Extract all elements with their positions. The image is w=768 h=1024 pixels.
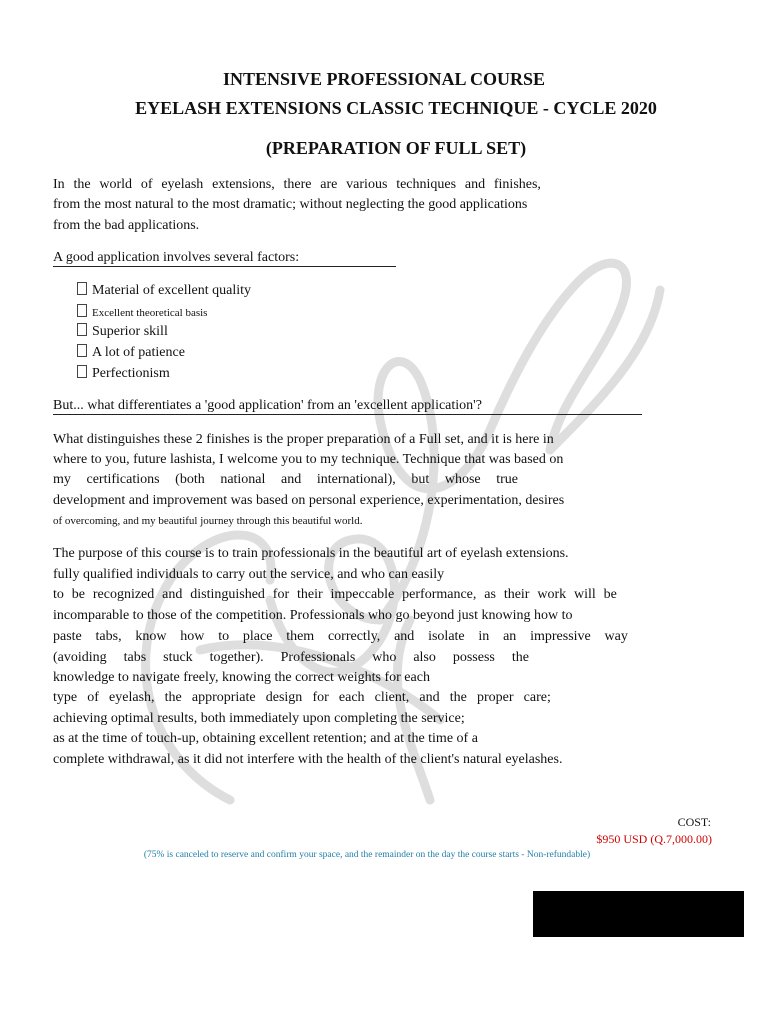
checkbox-icon [77, 282, 87, 295]
course-title: INTENSIVE PROFESSIONAL COURSE [222, 69, 546, 89]
para2-line-10: as at the time of touch-up, obtaining excellent retention; and at the time of a [53, 731, 478, 746]
question-line: But... what differentiates a 'good application' from an 'excellent application'? [53, 396, 642, 416]
course-subtitle: EYELASH EXTENSIONS CLASSIC TECHNIQUE - CYCLE 2020 [135, 98, 657, 118]
para1-line-2: where to you, future lashista, I welcome you to my technique. Technique that was based on [53, 452, 564, 467]
checkbox-icon [77, 323, 87, 336]
checkbox-icon [77, 304, 87, 317]
checkbox-icon [77, 365, 87, 378]
factor-item: Perfectionism [77, 365, 170, 382]
para2-line-7: knowledge to navigate freely, knowing the correct weights for each [53, 670, 430, 685]
para2-line-5: paste tabs, know how to place them correctly, and isolate in an impressive way [53, 629, 628, 644]
payment-note: (75% is canceled to reserve and confirm your space, and the remainder on the day the course starts - Non-refundable) [143, 850, 591, 860]
para2-line-1: The purpose of this course is to train professionals in the beautiful art of eyelash extensions. [53, 546, 569, 561]
para2-line-3: to be recognized and distinguished for their impeccable performance, as their work will be [53, 587, 617, 602]
para2-line-2: fully qualified individuals to carry out the service, and who can easily [53, 567, 445, 582]
para1-line-5: of overcoming, and my beautiful journey through this beautiful world. [53, 515, 363, 527]
para1-line-4: development and improvement was based on personal experience, experimentation, desires [53, 493, 565, 508]
factor-item: A lot of patience [77, 344, 185, 361]
intro-line-1: In the world of eyelash extensions, there are various techniques and finishes, [53, 177, 541, 192]
course-section-title: (PREPARATION OF FULL SET) [265, 138, 527, 158]
intro-line-3: from the bad applications. [53, 218, 200, 233]
factor-item: Excellent theoretical basis [77, 304, 207, 319]
intro-line-2: from the most natural to the most dramatic; without neglecting the good applications [53, 197, 528, 212]
factor-item: Material of excellent quality [77, 282, 251, 299]
factor-item: Superior skill [77, 323, 168, 340]
checkbox-icon [77, 344, 87, 357]
factors-heading: A good application involves several factors: [53, 248, 396, 268]
para2-line-8: type of eyelash, the appropriate design for each client, and the proper care; [53, 690, 551, 705]
cost-label: COST: [677, 815, 711, 829]
para1-line-1: What distinguishes these 2 finishes is the proper preparation of a Full set, and it is here in [53, 432, 554, 447]
cost-value: $950 USD (Q.7,000.00) [596, 832, 712, 846]
para2-line-11: complete withdrawal, as it did not interfere with the health of the client's natural eyelashes. [53, 752, 563, 767]
para2-line-6: (avoiding tabs stuck together). Professionals who also possess the [53, 650, 529, 665]
para2-line-9: achieving optimal results, both immediately upon completing the service; [53, 711, 465, 726]
para1-line-3: my certifications (both national and international), but whose true [53, 472, 518, 487]
para2-line-4: incomparable to those of the competition. Professionals who go beyond just knowing how to [53, 608, 573, 623]
redaction-box [533, 891, 744, 937]
